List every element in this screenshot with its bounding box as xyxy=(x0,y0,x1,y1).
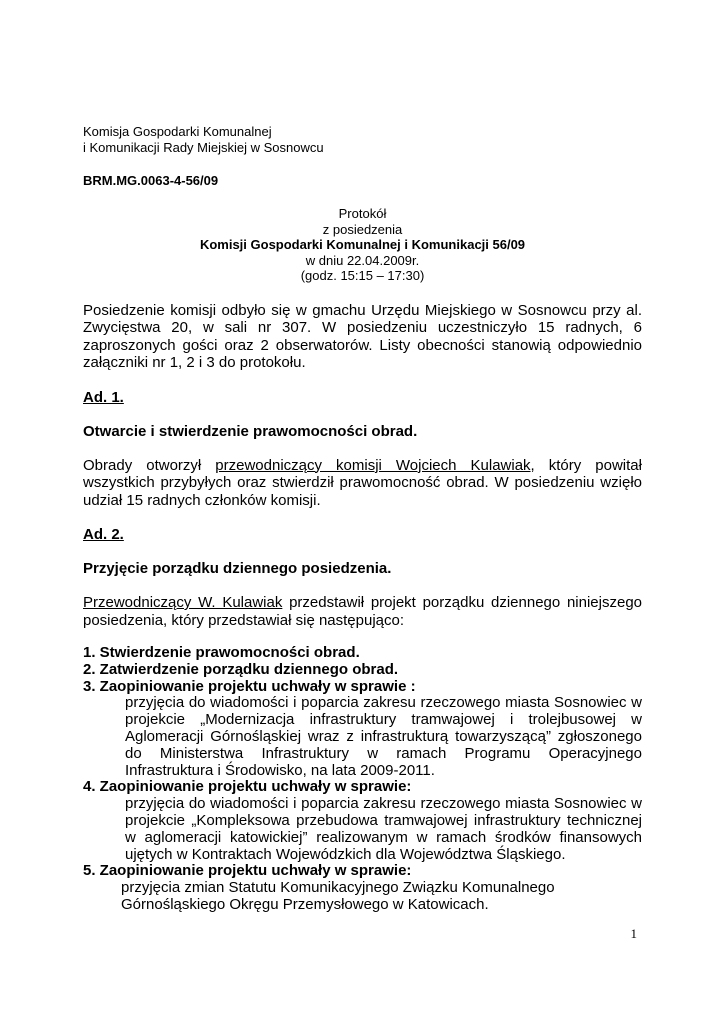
protocol-title xyxy=(83,206,642,284)
agenda-item-4-detail: przyjęcia do wiadomości i poparcia zakresu rzeczowego miasta Sosnowiec w projekcie „Kompleksowa przebudowa tramwajowej infrastruktury technicznej w aglomeracji katowickiej” realizowanym w ramach środków finansowych ujętych w Kontraktach Wojewódzkich dla Województwa Śląskiego. xyxy=(125,795,642,863)
page-number: 1 xyxy=(630,926,637,941)
ad1-paragraph xyxy=(83,457,642,510)
agenda-item-3: 3. Zaopiniowanie projektu uchwały w sprawie : xyxy=(83,677,416,695)
committee-name-line2: i Komunikacji Rady Miejskiej w Sosnowcu xyxy=(83,140,324,155)
agenda-list xyxy=(83,645,642,914)
intro-paragraph: Posiedzenie komisji odbyło się w gmachu Urzędu Miejskiego w Sosnowcu przy al. Zwycięstwa 20, w sali nr 307. W posiedzeniu uczestniczyło 15 radnych, 6 zaproszonych gości oraz 2 obserwatorów. Listy obecności stanowią odpowiednio załączniki nr 1, 2 i 3 do protokołu. xyxy=(83,301,642,371)
agenda-item-5-detail-line2: Górnośląskiego Okręgu Przemysłowego w Katowicach. xyxy=(121,895,489,913)
title-date: w dniu 22.04.2009r. xyxy=(305,252,420,268)
document-page xyxy=(83,124,642,914)
title-line2: z posiedzenia xyxy=(322,221,403,237)
title-hours: (godz. 15:15 – 17:30) xyxy=(300,268,425,283)
ad2-subheading: Przyjęcie porządku dziennego posiedzenia. xyxy=(83,560,392,577)
agenda-item-5: 5. Zaopiniowanie projektu uchwały w sprawie: xyxy=(83,862,412,880)
ad2-paragraph xyxy=(83,594,642,629)
ad1-text-end: , który powitał wszystkich przybyłych oraz stwierdził prawomocność obrad. W posiedzeniu wzięło udział 15 radnych członków komisji. xyxy=(83,456,642,509)
chairman-short-name: Przewodniczący W. Kulawiak xyxy=(83,594,283,611)
ad1-subheading: Otwarcie i stwierdzenie prawomocności obrad. xyxy=(83,422,418,440)
agenda-item-1: 1. Stwierdzenie prawomocności obrad. xyxy=(83,644,360,661)
ad2-heading: Ad. 2. xyxy=(83,526,124,543)
agenda-item-4: 4. Zaopiniowanie projektu uchwały w sprawie: xyxy=(83,778,412,796)
ad2-text: przedstawił projekt porządku dziennego niniejszego posiedzenia, który przedstawiał się następująco: xyxy=(83,594,643,629)
agenda-item-3-detail: przyjęcia do wiadomości i poparcia zakresu rzeczowego miasta Sosnowiec w projekcie „Modernizacja infrastruktury tramwajowej i trolejbusowej w Aglomeracji Górnośląskiej wraz z infrastrukturą towarzyszącą” zgłoszonego do Ministerstwa Infrastruktury w ramach Programu Operacyjnego Infrastruktura i Środowisko, na lata 2009-2011. xyxy=(125,694,642,779)
title-line1: Protokół xyxy=(338,206,387,221)
agenda-item-2: 2. Zatwierdzenie porządku dziennego obrad. xyxy=(83,660,399,678)
chairman-name: przewodniczący komisji Wojciech Kulawiak xyxy=(215,456,531,474)
reference-number: BRM.MG.0063-4-56/09 xyxy=(83,173,219,188)
agenda-item-5-detail-line1: przyjęcia zmian Statutu Komunikacyjnego Związku Komunalnego xyxy=(121,879,555,897)
ad1-heading: Ad. 1. xyxy=(83,388,124,406)
title-line3: Komisji Gospodarki Komunalnej i Komunikacji 56/09 xyxy=(199,237,526,252)
committee-name xyxy=(83,124,642,156)
ad1-text-start: Obrady otworzył xyxy=(83,456,216,474)
committee-name-line1: Komisja Gospodarki Komunalnej xyxy=(83,124,272,139)
